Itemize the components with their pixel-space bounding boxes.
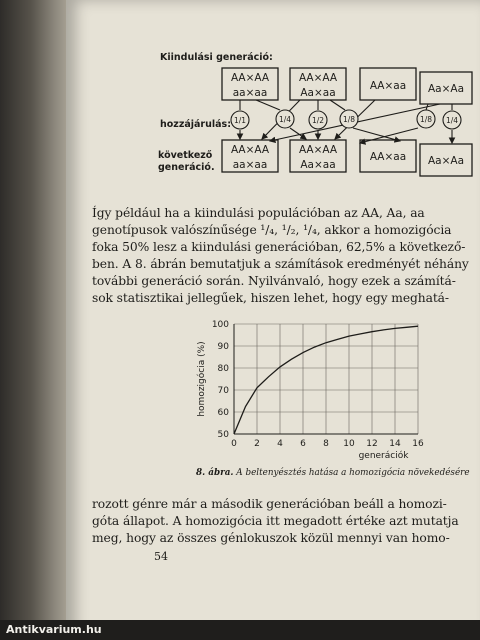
y-tick-label: 60 bbox=[217, 408, 229, 418]
top-box-3-line-1: AA×aa bbox=[369, 80, 407, 92]
y-tick-label: 80 bbox=[217, 364, 229, 374]
figure-caption bbox=[196, 468, 470, 478]
top-box-2-line-2: Aa×aa bbox=[300, 87, 336, 99]
paragraph-1-line-3: foka 50% lesz a kiindulási generációban, 62,5% a következő- bbox=[92, 240, 466, 254]
fraction-circle-6 bbox=[443, 111, 461, 129]
figure-caption-label: 8. ábra. bbox=[196, 468, 234, 478]
bottom-box-4 bbox=[420, 144, 472, 176]
x-tick-label: 0 bbox=[231, 439, 237, 449]
bottom-box-1-line-2: aa×aa bbox=[232, 159, 268, 171]
paragraph-1-line-1: Így például ha a kiindulási populációban az AA, Aa, aa bbox=[92, 206, 425, 220]
x-tick-label: 8 bbox=[323, 439, 329, 449]
scheme-next-label-2: generáció. bbox=[158, 162, 215, 173]
bottom-box-4-line-1: Aa×Aa bbox=[427, 155, 465, 167]
x-tick-label: 14 bbox=[389, 439, 401, 449]
page-number: 54 bbox=[154, 550, 168, 563]
fraction-circle-1 bbox=[231, 111, 249, 129]
bottom-box-2 bbox=[290, 140, 346, 172]
scheme-start-label: Kiindulási generáció: bbox=[160, 52, 273, 63]
y-axis-label: homozigócia (%) bbox=[197, 341, 207, 417]
x-tick-label: 4 bbox=[277, 439, 283, 449]
scheme-next-label-1: következő bbox=[158, 150, 213, 161]
top-box-3 bbox=[360, 68, 416, 100]
arrow-2a bbox=[256, 100, 280, 110]
top-box-4-line-1: Aa×Aa bbox=[427, 83, 465, 95]
arrow-7b bbox=[360, 128, 418, 143]
bottom-box-2-line-1: AA×AA bbox=[298, 144, 338, 156]
svg-text:1/1: 1/1 bbox=[233, 116, 247, 125]
paragraph-1-line-6: sok statisztikai jellegűek, hiszen lehet, hogy egy meghatá- bbox=[92, 291, 449, 305]
x-tick-label: 6 bbox=[300, 439, 306, 449]
paragraph-1-line-5: további generáció során. Nyilvánvaló, hogy ezek a számítá- bbox=[92, 274, 456, 288]
y-tick-label: 50 bbox=[217, 430, 229, 440]
svg-text:1/8: 1/8 bbox=[342, 115, 356, 124]
arrow-4a bbox=[330, 100, 345, 110]
svg-text:1/2: 1/2 bbox=[311, 116, 325, 125]
fraction-circle-2 bbox=[276, 110, 294, 128]
svg-text:1/8: 1/8 bbox=[419, 115, 433, 124]
y-tick-label: 70 bbox=[217, 386, 229, 396]
bottom-box-3 bbox=[360, 140, 416, 172]
chart-grid bbox=[234, 324, 418, 434]
x-tick-label: 16 bbox=[412, 439, 424, 449]
top-box-2 bbox=[290, 68, 346, 100]
breeding-scheme bbox=[0, 0, 480, 200]
y-tick-label: 100 bbox=[211, 320, 229, 330]
top-box-1-line-1: AA×AA bbox=[230, 72, 270, 84]
paragraph-2-line-3: meg, hogy az összes génlokuszok közül mennyi van homo- bbox=[92, 531, 450, 545]
watermark: Antikvarium.hu bbox=[0, 620, 480, 640]
paragraph-1-line-2: genotípusok valószínűsége ¹/₄, ¹/₂, ¹/₄, akkor a homozigócia bbox=[92, 223, 452, 237]
paragraph-2-line-1: rozott génre már a második generációban beáll a homozi- bbox=[92, 497, 447, 511]
y-tick-label: 90 bbox=[217, 342, 229, 352]
x-tick-label: 2 bbox=[254, 439, 260, 449]
x-axis-label: generációk bbox=[358, 451, 409, 461]
fraction-circle-3 bbox=[309, 111, 327, 129]
fraction-circle-4 bbox=[340, 110, 358, 128]
figure-caption-text: A beltenyésztés hatása a homozigócia növekedésére bbox=[236, 468, 470, 478]
top-box-4 bbox=[420, 72, 472, 104]
svg-text:1/4: 1/4 bbox=[445, 116, 459, 125]
svg-text:1/4: 1/4 bbox=[278, 115, 292, 124]
paragraph-1-line-4: ben. A 8. ábrán bemutatjuk a számítások eredményét néhány bbox=[92, 257, 469, 271]
scheme-contribution-label: hozzájárulás: bbox=[160, 119, 231, 130]
top-box-1 bbox=[222, 68, 278, 100]
fraction-circle-5 bbox=[417, 110, 435, 128]
paragraph-2-line-2: góta állapot. A homozigócia itt megadott értéke azt mutatja bbox=[92, 514, 459, 528]
x-tick-label: 12 bbox=[366, 439, 378, 449]
top-box-2-line-1: AA×AA bbox=[298, 72, 338, 84]
homozygosity-chart bbox=[180, 312, 470, 462]
chart-tick-labels bbox=[212, 320, 424, 449]
bottom-box-3-line-1: AA×aa bbox=[369, 151, 407, 163]
top-box-1-line-2: aa×aa bbox=[232, 87, 268, 99]
x-tick-label: 10 bbox=[343, 439, 355, 449]
bottom-box-1-line-1: AA×AA bbox=[230, 144, 270, 156]
bottom-box-2-line-2: Aa×aa bbox=[300, 159, 336, 171]
bottom-box-1 bbox=[222, 140, 278, 172]
